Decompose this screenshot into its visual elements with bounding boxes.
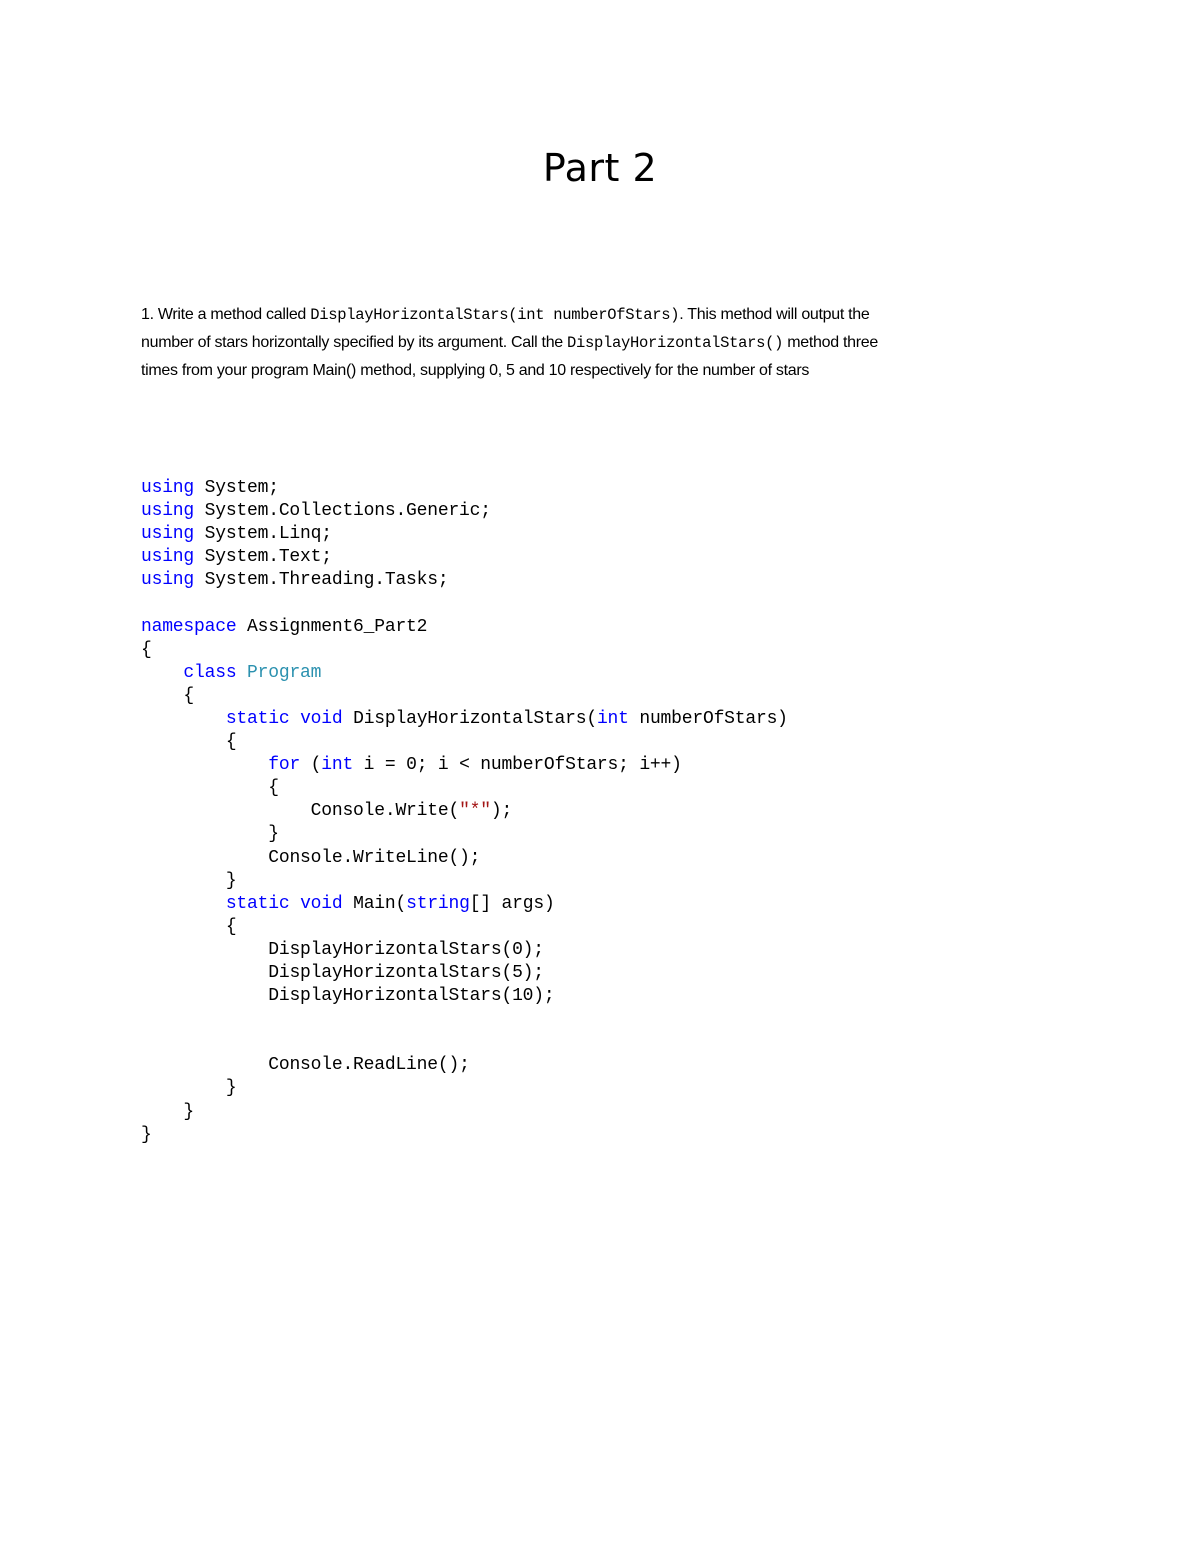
code-text: Console.Write( bbox=[310, 801, 460, 822]
code-line bbox=[141, 1077, 788, 1100]
code-text: ); bbox=[490, 801, 513, 822]
question-line-1 bbox=[141, 301, 1041, 329]
code-brace: } bbox=[268, 824, 279, 845]
code-text: DisplayHorizontalStars(5); bbox=[268, 962, 544, 983]
code-keyword: for bbox=[268, 755, 301, 776]
code-keyword: using bbox=[141, 478, 195, 498]
code-text: System.Collections.Generic; bbox=[194, 501, 491, 522]
code-string-literal: "*" bbox=[459, 801, 491, 822]
code-text: Main( bbox=[342, 893, 407, 914]
code-line bbox=[141, 662, 788, 685]
code-keyword: namespace bbox=[141, 616, 237, 637]
code-keyword: using bbox=[141, 524, 195, 545]
code-line bbox=[141, 708, 788, 731]
code-type-name: Program bbox=[247, 662, 322, 683]
code-brace: } bbox=[183, 1101, 195, 1122]
code-brace: { bbox=[141, 639, 152, 660]
code-blank-line bbox=[141, 592, 788, 615]
code-brace: { bbox=[268, 778, 279, 799]
code-text: DisplayHorizontalStars(10); bbox=[268, 986, 555, 1007]
question-text-segment: method three bbox=[783, 334, 878, 351]
code-line bbox=[141, 1124, 788, 1147]
code-line bbox=[141, 569, 788, 592]
code-keyword: class bbox=[183, 662, 237, 683]
code-line bbox=[141, 754, 788, 777]
code-line bbox=[141, 985, 788, 1008]
code-text: Assignment6_Part2 bbox=[236, 616, 428, 637]
code-line bbox=[141, 616, 788, 639]
code-keyword: void bbox=[300, 708, 343, 729]
code-text: System.Threading.Tasks; bbox=[194, 570, 449, 591]
code-text: System; bbox=[194, 478, 279, 498]
code-keyword: int bbox=[596, 708, 629, 729]
code-brace: { bbox=[225, 916, 237, 937]
code-line bbox=[141, 939, 788, 962]
code-keyword: static bbox=[225, 893, 290, 914]
code-line bbox=[141, 847, 788, 870]
code-text: DisplayHorizontalStars(0); bbox=[268, 939, 544, 960]
code-brace: } bbox=[225, 1078, 237, 1099]
code-line bbox=[141, 1101, 788, 1124]
code-line bbox=[141, 800, 788, 823]
inline-code-method-call: DisplayHorizontalStars() bbox=[567, 334, 784, 352]
question-text-segment: number of stars horizontally specified by its argument. Call the bbox=[141, 334, 568, 351]
code-line bbox=[141, 916, 788, 939]
code-keyword: static bbox=[225, 708, 290, 729]
code-text: numberOfStars) bbox=[628, 708, 788, 729]
code-line bbox=[141, 685, 788, 708]
code-keyword: void bbox=[300, 893, 343, 914]
code-line bbox=[141, 500, 788, 523]
code-brace: } bbox=[225, 870, 237, 891]
code-block bbox=[141, 477, 788, 1147]
code-blank-line bbox=[141, 1008, 788, 1031]
code-line bbox=[141, 731, 788, 754]
code-keyword: string bbox=[406, 893, 470, 914]
code-brace: { bbox=[225, 732, 237, 753]
code-keyword: using bbox=[141, 501, 195, 522]
question-line-2 bbox=[141, 329, 1041, 357]
code-line bbox=[141, 523, 788, 546]
code-blank-line bbox=[141, 1031, 788, 1054]
code-text: [] args) bbox=[469, 893, 555, 914]
code-brace: } bbox=[141, 1124, 152, 1145]
code-text: ( bbox=[300, 755, 322, 776]
question-text bbox=[141, 301, 1041, 384]
code-keyword: using bbox=[141, 547, 195, 568]
code-line bbox=[141, 893, 788, 916]
code-text: System.Linq; bbox=[194, 524, 332, 545]
code-text: System.Text; bbox=[194, 547, 332, 568]
code-text: DisplayHorizontalStars( bbox=[342, 708, 597, 729]
code-text: Console.WriteLine(); bbox=[268, 847, 481, 868]
code-line bbox=[141, 823, 788, 846]
code-brace: { bbox=[183, 685, 195, 706]
code-text: i = 0; i < numberOfStars; i++) bbox=[353, 755, 682, 776]
code-line bbox=[141, 870, 788, 893]
code-line bbox=[141, 1054, 788, 1077]
code-line bbox=[141, 477, 788, 500]
code-line bbox=[141, 777, 788, 800]
code-keyword: using bbox=[141, 570, 195, 591]
question-text-segment: . This method will output the bbox=[679, 306, 870, 323]
code-line bbox=[141, 639, 788, 662]
code-line bbox=[141, 546, 788, 569]
code-keyword: int bbox=[321, 755, 354, 776]
question-text-segment: 1. Write a method called bbox=[141, 306, 311, 323]
code-line bbox=[141, 962, 788, 985]
question-line-3: times from your program Main() method, supplying 0, 5 and 10 respectively for the number of stars bbox=[141, 362, 810, 379]
inline-code-method-signature: DisplayHorizontalStars(int numberOfStars) bbox=[310, 306, 680, 324]
page-title: Part 2 bbox=[542, 146, 658, 190]
code-text: Console.ReadLine(); bbox=[268, 1055, 470, 1076]
